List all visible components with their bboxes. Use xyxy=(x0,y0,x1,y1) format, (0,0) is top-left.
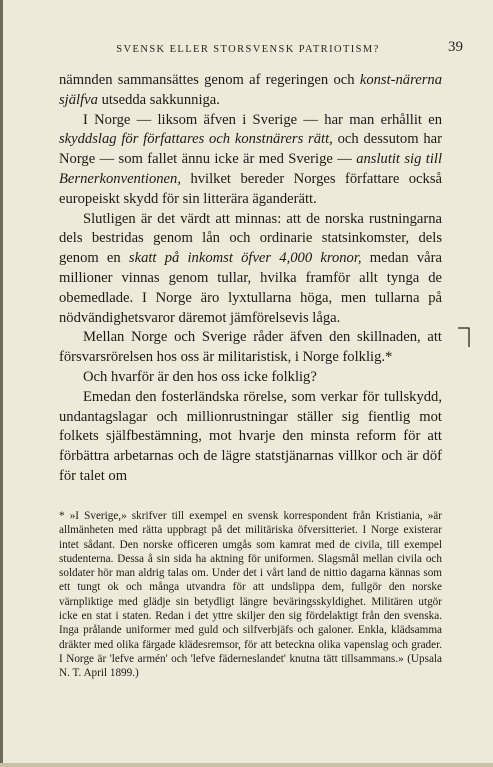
footnote: * »I Sverige,» skrifver till exempel en svensk korrespondent från Kristiania, »är allmänheten med rätta uppbragt på det militäriska öfversitteriet. I Norge existerar intet sådant. Den norske officeren umgås som kamrat med de civila, till exempel studenterna. Dessa å sin sida ha aktning för uniformen. Slagsmål mellan civila och soldater hör man aldrig talas om. Under det i vårt land de nittio dagarna kännas som ett tungt ok och många utvandra för att undslippa dem, fullgör den norske värnpliktige med glädje sin betydligt längre beväringsskyldighet. Militären utgör icke en stat i staten. Redan i det yttre skiljer den sig fördelaktigt från den svenska. Inga prålande uniformer med guld och silfverbjäfs och galoner. Enkla, klädsamma dräkter med olika färgade klädesremsor, för att beteckna olika vapenslag och grader. I Norge är 'lefve armén' och 'lefve fäderneslandet' knutna tätt tillsammans.» (Upsala N. T. April 1899.) xyxy=(59,510,442,680)
paragraph xyxy=(59,210,442,329)
paragraph xyxy=(59,388,442,487)
italic-text: skyddslag för författares och konstnärers rätt, xyxy=(59,131,333,148)
text-run: Slutligen är det värdt att minnas: att de norska rustningarna dels bestridas genom lån och ordinarie statsinkomster, dels genom en xyxy=(59,210,442,267)
italic-text: anslutit sig till Bernerkonventionen, xyxy=(59,151,442,187)
text-run: Och hvarför är den hos oss icke folklig? xyxy=(83,368,317,385)
paragraph xyxy=(59,71,442,111)
body-text xyxy=(59,71,442,487)
text-run: utsedda sakkunniga. xyxy=(97,91,220,108)
margin-bracket-mark xyxy=(456,325,472,349)
italic-text: skatt på inkomst öfver 4,000 kronor, xyxy=(128,250,362,267)
paragraph xyxy=(59,368,442,388)
text-run: och dessutom har Norge — som fallet ännu icke är med Sverige — xyxy=(59,131,442,168)
page-edge-bottom xyxy=(0,763,493,767)
text-run: nämnden sammansättes genom af regeringen och xyxy=(59,72,360,88)
page-number: 39 xyxy=(448,39,463,55)
paragraph xyxy=(59,111,442,210)
paragraph xyxy=(59,328,442,368)
running-head: SVENSK ELLER STORSVENSK PATRIOTISM? xyxy=(116,44,380,55)
page-edge-shadow xyxy=(0,0,3,767)
text-run: hvilket bereder Norges författare också europeiskt skydd för sin litterära äganderätt. xyxy=(59,170,442,207)
text-run: I Norge — liksom äfven i Sverige — har man erhållit en xyxy=(83,111,442,128)
text-run: medan våra millioner vinnas genom tullar, hvilka framför allt tynga de obemedlade. I Norge äro lyxtullarna höga, men tullarna på nödvändighetsvaror däremot jämförelsevis låga. xyxy=(59,250,442,326)
italic-text: konst-närerna själfva xyxy=(59,72,442,108)
text-run: Emedan den fosterländska rörelse, som verkar för tullskydd, undantagslagar och millionrustningar ställer sig fientlig mot folkets själfbestämning, mot hvarje den minsta reform för att förbättra arbetarnas och de lägre statstjänarnas villkor och är döf för talet om xyxy=(59,388,442,484)
text-run: Mellan Norge och Sverige råder äfven den skillnaden, att försvarsrörelsen hos oss är militaristisk, i Norge folklig.* xyxy=(59,329,442,366)
